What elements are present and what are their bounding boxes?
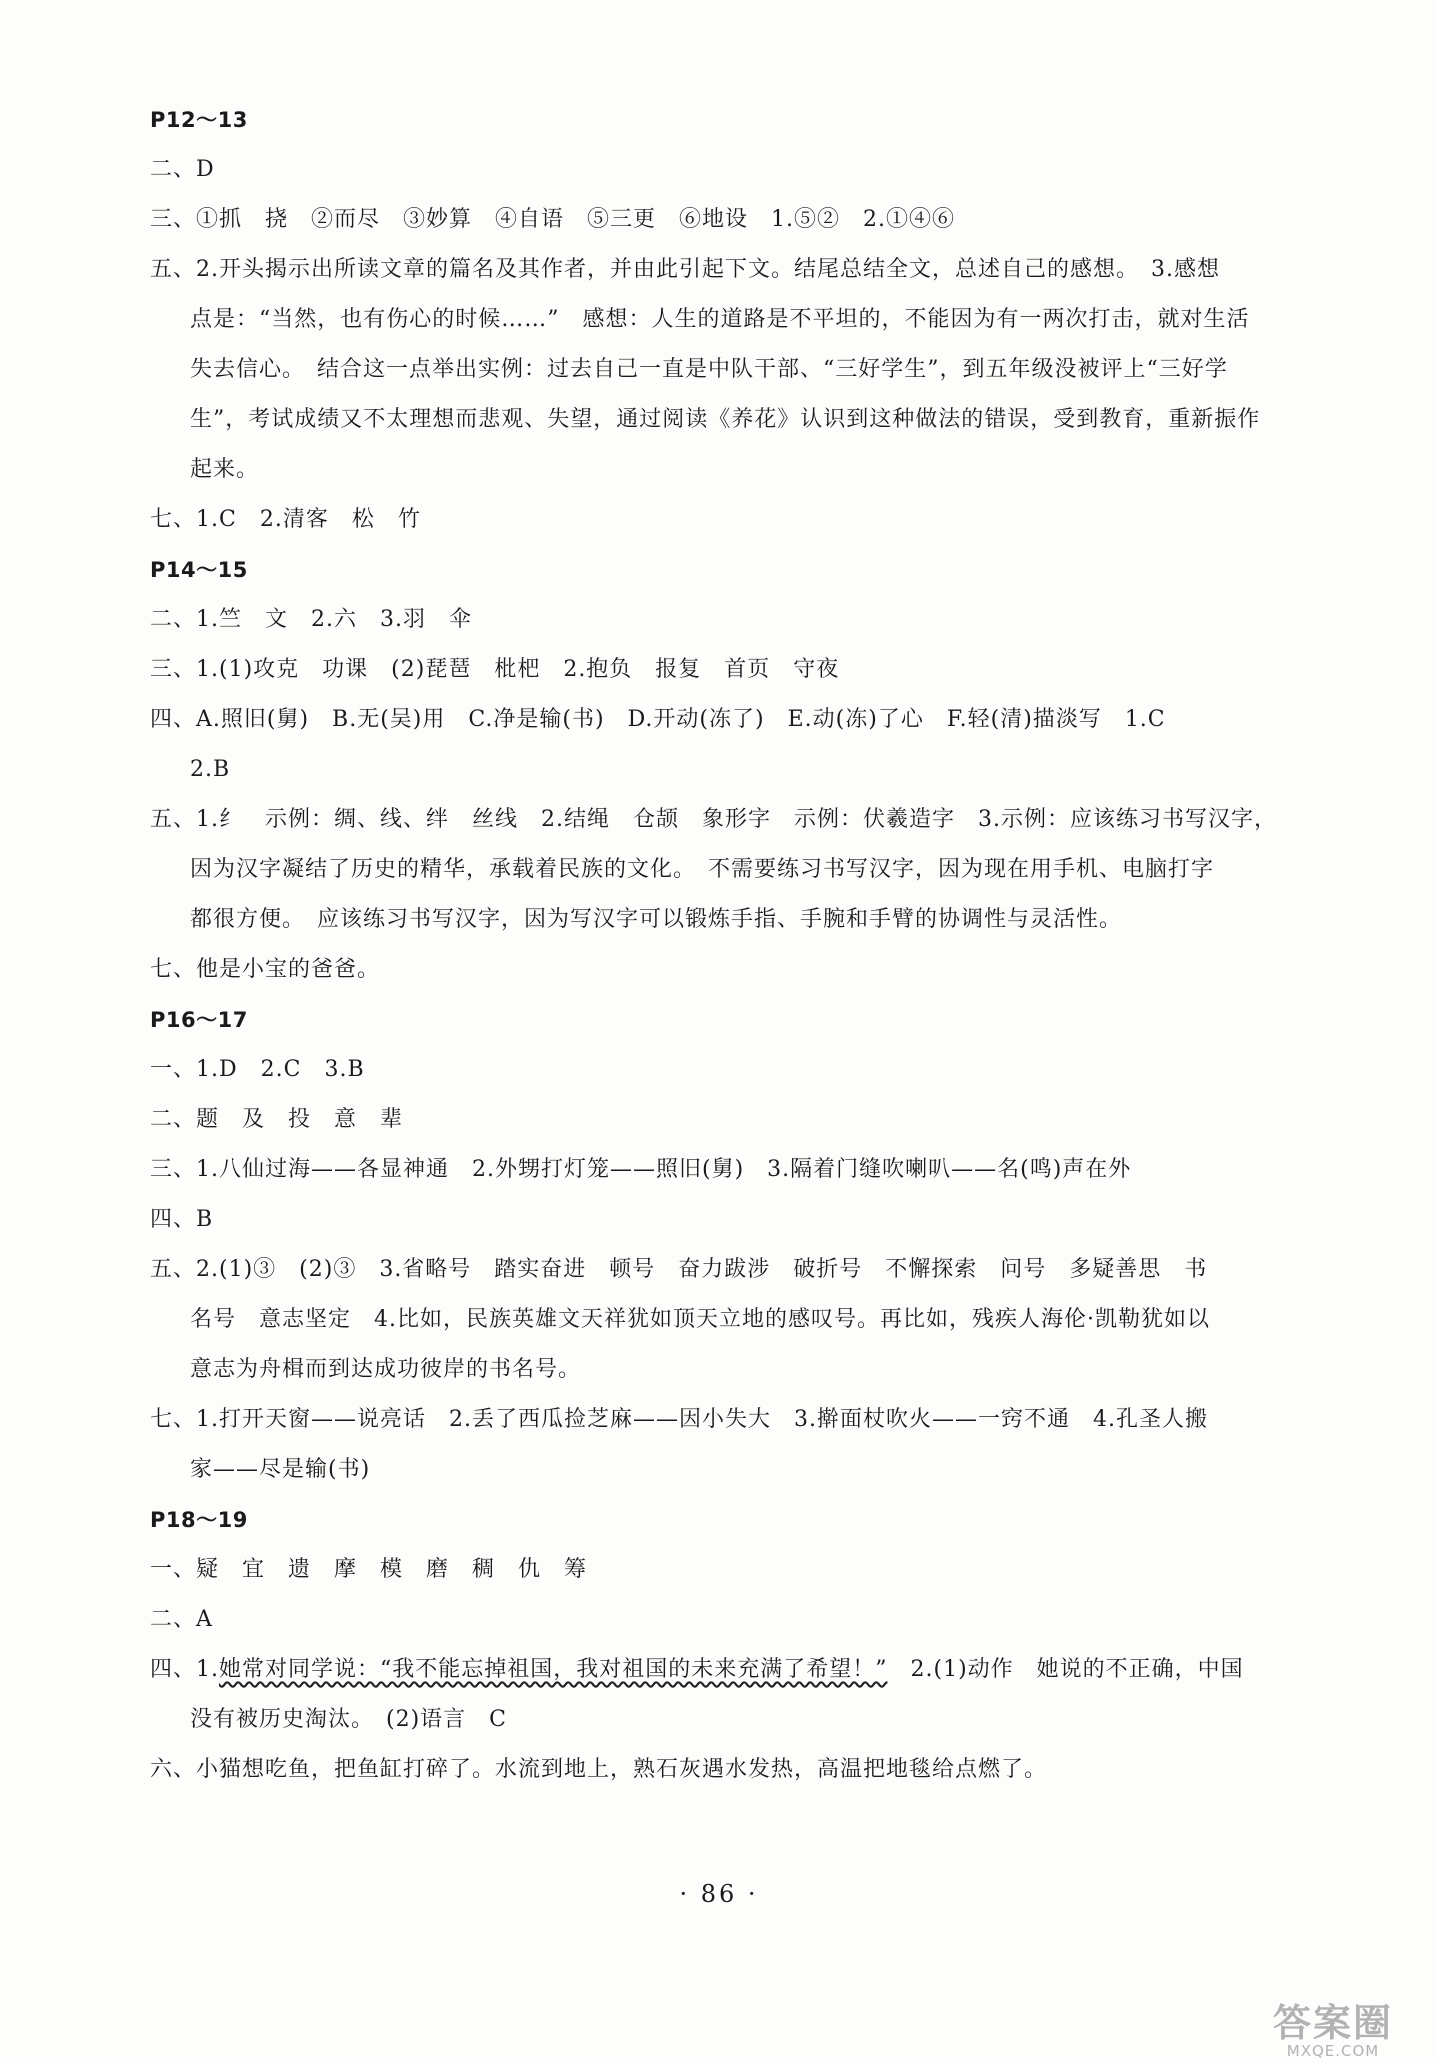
answer-line: 三、①抓 挠 ②而尽 ③妙算 ④自语 ⑤三更 ⑥地设 1.⑤② 2.①④⑥ [150,207,955,232]
answer-line: 家——尽是输(书) [190,1457,371,1482]
answer-line: 四、A.照旧(舅) B.无(吴)用 C.净是输(书) D.开动(冻了) E.动(冻)了心 F.轻(清)描淡写 1.C [150,707,1166,732]
answer-line: 五、2.开头揭示出所读文章的篇名及其作者，并由此引起下文。结尾总结全文，总述自己的感想。 3.感想 [150,257,1220,282]
answer-line: 点是：“当然，也有伤心的时候……” 感想：人生的道路是不平坦的，不能因为有一两次打击，就对生活 [190,307,1250,332]
answer-line: 失去信心。 结合这一点举出实例：过去自己一直是中队干部、“三好学生”，到五年级没被评上“三好学 [190,357,1228,382]
section-heading-p12-13: P12～13 [150,108,248,132]
answer-line: 因为汉字凝结了历史的精华，承载着民族的文化。 不需要练习书写汉字，因为现在用手机、电脑打字 [190,857,1215,882]
answer-line: 二、题 及 投 意 辈 [150,1107,404,1132]
answer-line: 2.B [190,757,231,782]
answer-prefix: 四、1. [150,1657,219,1682]
answer-line: 四、B [150,1207,214,1232]
answer-line: 五、1.纟 示例：绸、线、绊 丝线 2.结绳 仓颉 象形字 示例：伏羲造字 3.示例：应该练习书写汉字， [150,807,1277,832]
watermark-url: MXQE.COM [1286,2042,1380,2060]
answer-line: 六、小猫想吃鱼，把鱼缸打碎了。水流到地上，熟石灰遇水发热，高温把地毯给点燃了。 [150,1757,1048,1782]
answer-line [150,1645,1300,1695]
page-number: · 86 · [679,1880,759,1908]
answer-line: 意志为舟楫而到达成功彼岸的书名号。 [190,1357,582,1382]
section-heading-p18-19: P18～19 [150,1508,248,1532]
answer-line: 二、A [150,1607,213,1632]
answer-line: 二、D [150,157,215,182]
answer-line: 七、他是小宝的爸爸。 [150,957,381,982]
watermark-logo [1238,2003,1428,2061]
answer-line: 没有被历史淘汰。 (2)语言 C [190,1707,507,1732]
answer-line: 七、1.C 2.清客 松 竹 [150,507,421,532]
underlined-quote: 她常对同学说：“我不能忘掉祖国，我对祖国的未来充满了希望！” [219,1657,888,1682]
answer-page [150,95,1300,1795]
answer-line: 生”，考试成绩又不太理想而悲观、失望，通过阅读《养花》认识到这种做法的错误，受到教育，重新振作 [190,407,1261,432]
answer-line: 起来。 [190,457,260,482]
answer-line: 三、1.(1)攻克 功课 (2)琵琶 枇杷 2.抱负 报复 首页 守夜 [150,657,840,682]
answer-line: 名号 意志坚定 4.比如，民族英雄文天祥犹如顶天立地的感叹号。再比如，残疾人海伦·凯勒犹如以 [190,1307,1210,1332]
answer-line: 五、2.(1)③ (2)③ 3.省略号 踏实奋进 顿号 奋力跋涉 破折号 不懈探索 问号 多疑善思 书 [150,1257,1208,1282]
answer-line: 一、疑 宜 遗 摩 模 磨 稠 仇 筹 [150,1557,588,1582]
answer-line: 一、1.D 2.C 3.B [150,1057,365,1082]
answer-line: 七、1.打开天窗——说亮话 2.丢了西瓜捡芝麻——因小失大 3.擀面杖吹火——一窍不通 4.孔圣人搬 [150,1407,1208,1432]
section-heading-p14-15: P14～15 [150,558,248,582]
answer-line: 都很方便。 应该练习书写汉字，因为写汉字可以锻炼手指、手腕和手臂的协调性与灵活性。 [190,907,1123,932]
answer-line: 二、1.竺 文 2.六 3.羽 伞 [150,607,472,632]
watermark-main: 答案圈 [1272,2001,1393,2045]
answer-line: 三、1.八仙过海——各显神通 2.外甥打灯笼——照旧(舅) 3.隔着门缝吹喇叭——名(鸣)声在外 [150,1157,1132,1182]
answer-suffix: 2.(1)动作 她说的不正确，中国 [887,1657,1244,1682]
section-heading-p16-17: P16～17 [150,1008,248,1032]
